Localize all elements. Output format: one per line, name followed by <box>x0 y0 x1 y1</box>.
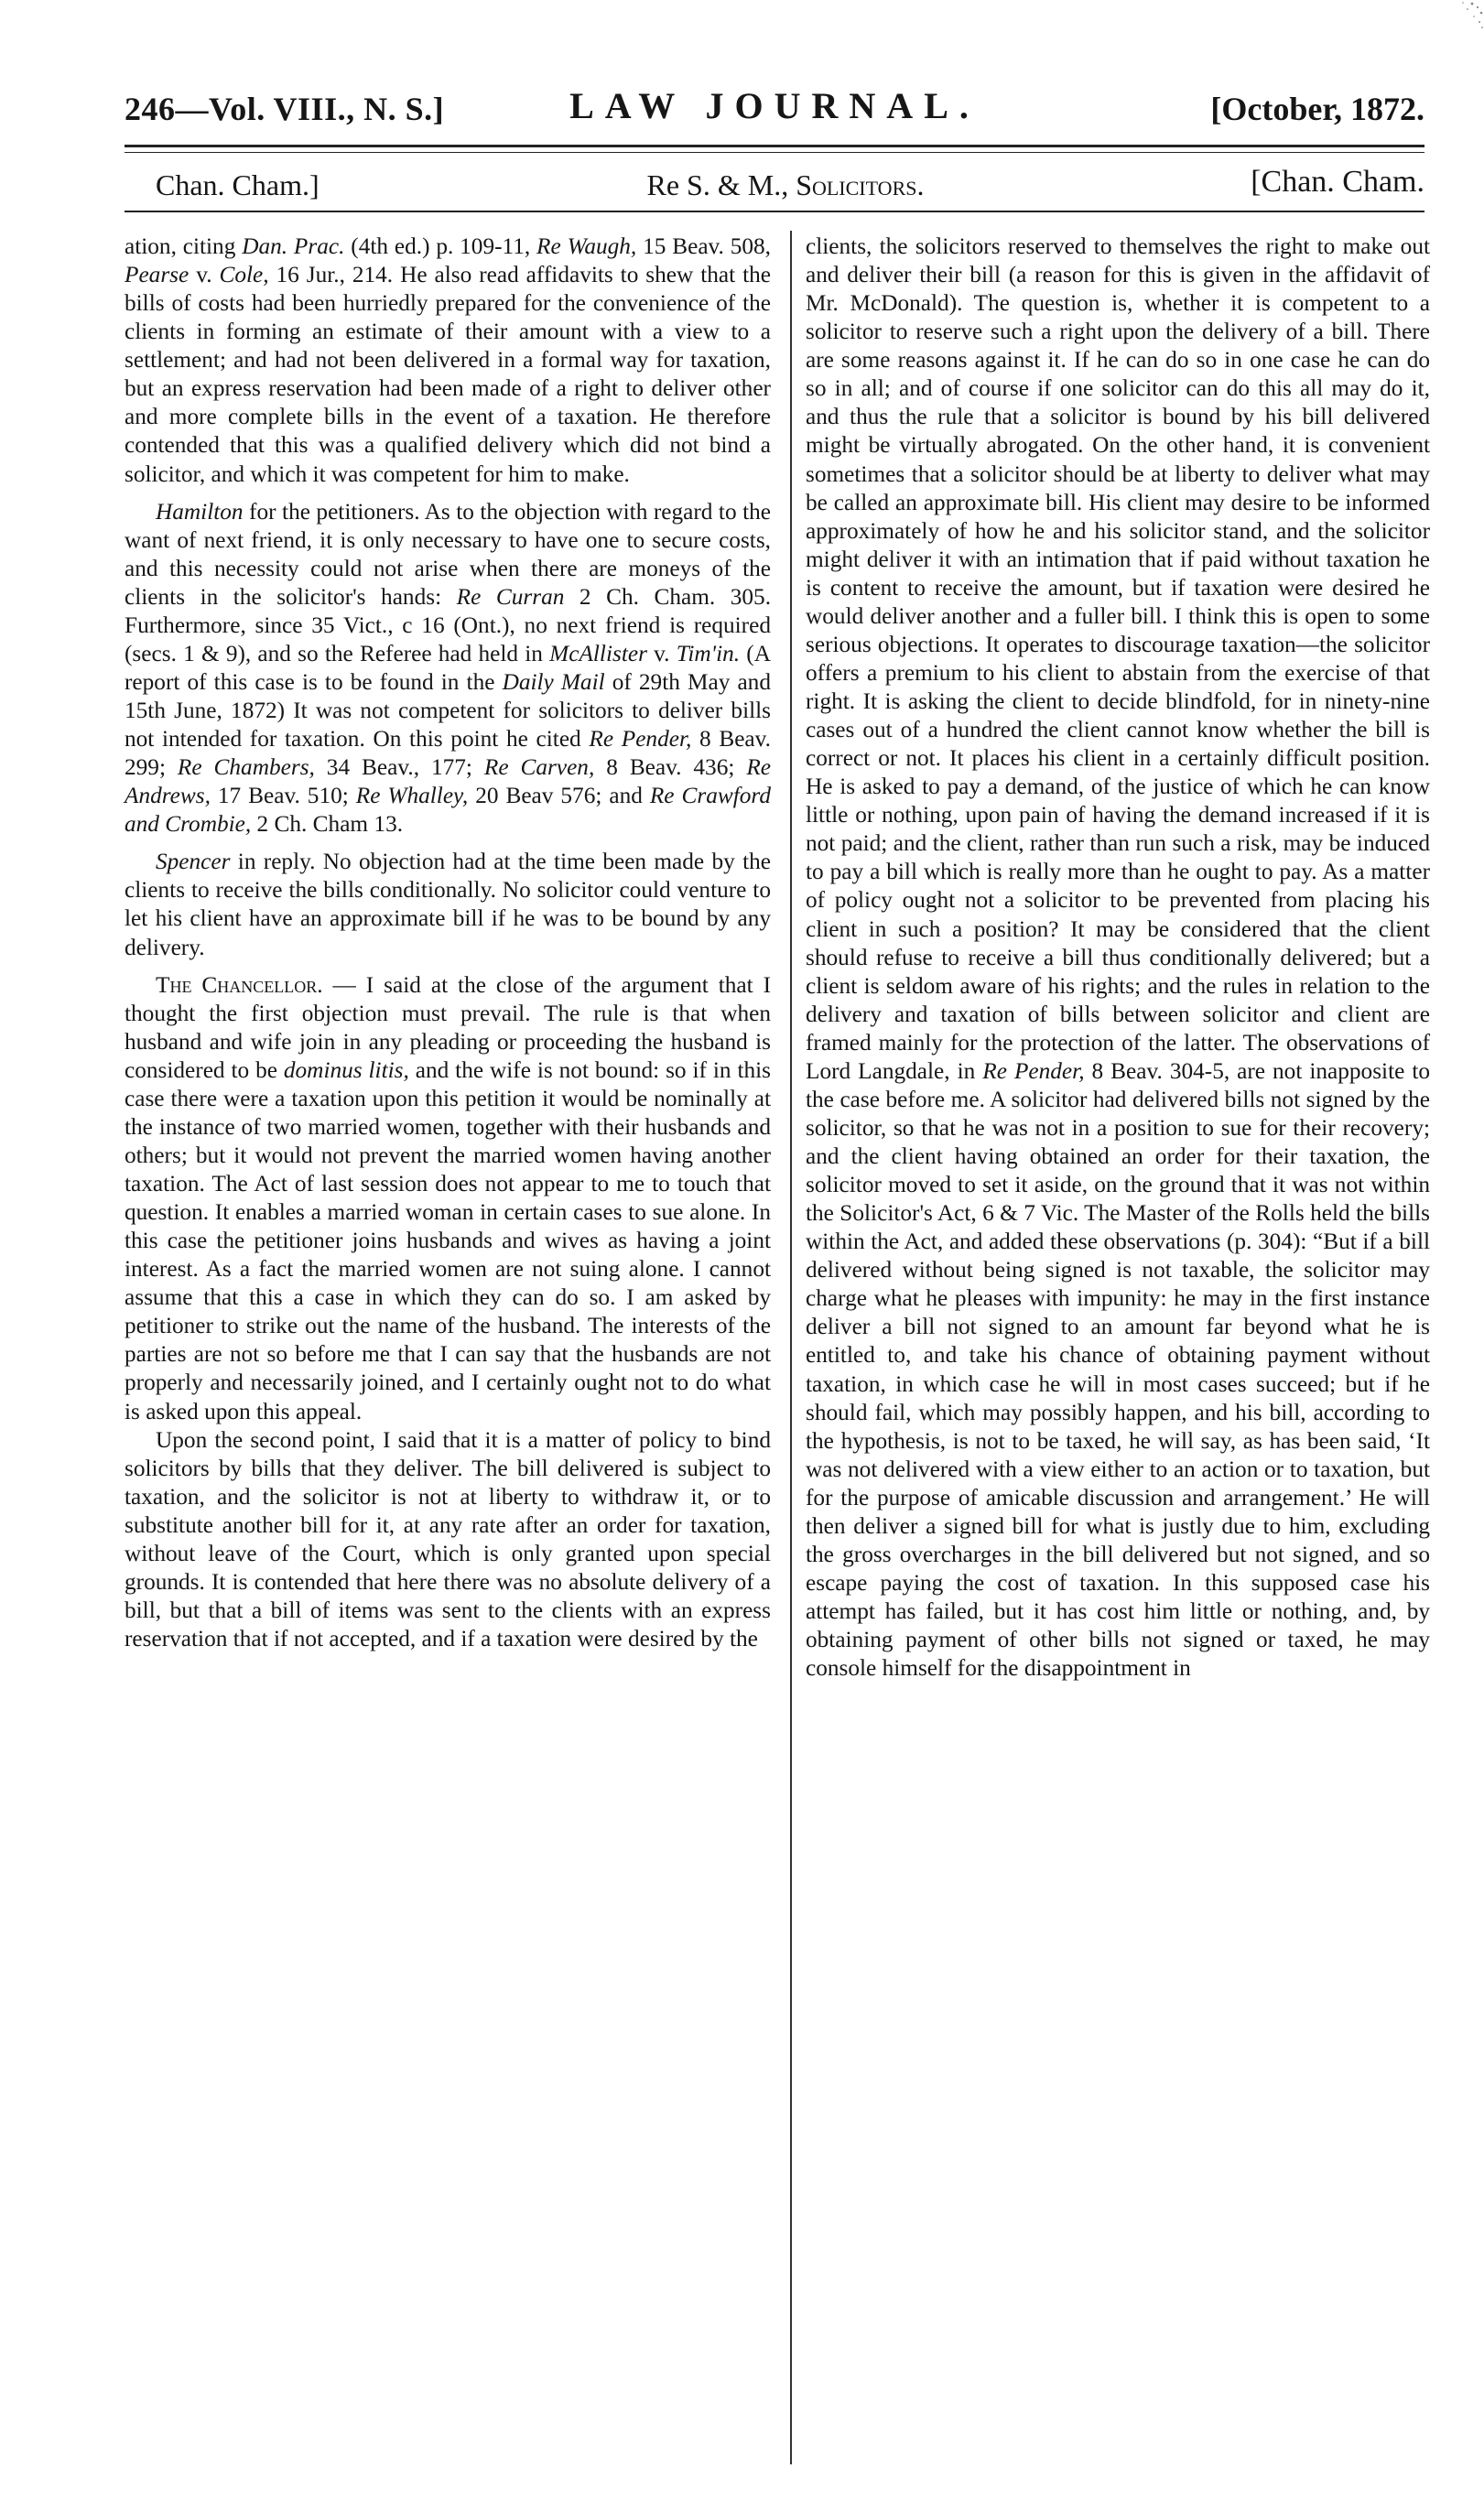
text-run: 8 Beav. 299; <box>125 726 771 781</box>
running-head <box>125 84 1424 135</box>
text-run: (4th ed.) p. 109-11, <box>344 233 537 259</box>
italic-run: Re Carven, <box>483 754 595 781</box>
paragraph <box>806 233 1430 1683</box>
text-run: 8 Beav. 304-5, are not inapposite to the case before me. A solicitor had delivered bills not signed by the solicitor, so that he was not in a position to sue for their recovery; and the client having obtained an order for their taxation, the solicitor moved to set it aside, on the ground that it was not within the Solicitor's Act, 6 & 7 Vic. The Master of the Rolls held the bills within the Act, and added these observations (p. 304): “But if a bill delivered without being signed is not taxable, the solicitor may charge what he pleases with impunity: he may in the first instance deliver a bill not signed to an amount far beyond what he is entitled to, and take his chance of obtaining payment without taxation, in which case he will in most cases succeed; but if he should fail, which may possibly happen, and his bill, according to the hypothesis, is not to be taxed, he will say, as has been said, ‘It was not delivered with a view either to an action or to taxation, but for the purpose of amicable discussion and arrangement.’ He will then deliver a signed bill for what is justly due to him, excluding the gross overcharges in the bill delivered but not signed, and so escape paying the cost of taxation. In this supposed case his attempt has failed, but it has cost him little or nothing, and, by obtaining payment of other bills not signed or taxed, he may console himself for the disappointment in <box>806 1057 1431 1682</box>
italic-run: Pearse <box>125 262 190 288</box>
paragraph <box>125 971 771 1426</box>
text-run: 34 Beav., 177; <box>314 754 484 781</box>
italic-run: Re Whalley, <box>355 783 469 809</box>
paragraph <box>125 1426 771 1654</box>
italic-run: Hamilton <box>156 498 244 525</box>
subheader-rule <box>125 211 1424 212</box>
paragraph <box>125 498 771 839</box>
italic-run: Re Crawford and Crombie, <box>125 783 771 838</box>
italic-run: Tim'in. <box>676 640 741 666</box>
column-divider <box>790 231 792 2464</box>
text-run: v. <box>189 262 220 288</box>
italic-run: Cole, <box>219 262 269 288</box>
issue-date: [October, 1872. <box>1210 91 1424 127</box>
italic-run: dominus litis, <box>283 1056 409 1083</box>
italic-run: Dan. Prac. <box>242 233 345 259</box>
left-column <box>125 233 771 1653</box>
text-run: clients, the solicitors reserved to themselves the right to make out and deliver their bill (a reason for this is given in the affidavit of Mr. McDonald). The question is, whether it is competent to a solicitor to reserve such a right upon the delivery of a bill. There are some reasons against it. If he can do so in one case he can do so in all; and of course if one solicitor can do this all may do it, and thus the rule that a solicitor is bound by his bill delivered might be virtually abrogated. On the other hand, it is convenient sometimes that a solicitor should be at liberty to deliver what may be called an approximate bill. His client may desire to be informed approximately of how he and his solicitor stand, and the solicitor might deliver it with an intimation that if paid without taxation he is content to receive the amount, but if taxation were desired he would deliver another and a fuller bill. I think this is open to some serious objections. It operates to discourage taxation—the solicitor offers a premium to his client to abstain from the exercise of that right. It is asking the client to decide blindfold, for in ninety-nine cases out of a hundred the client cannot know whether the bill is correct or not. It places his client in a certainly difficult position. He is asked to pay a demand, of the justice of which he can know little or nothing, upon pain of having the demand increased if it is not paid; and the client, rather than run such a risk, may be induced to pay a bill which is really more than he ought to pay. As a matter of policy ought not a solicitor to be prevented from placing his client in such a position? It may be considered that the client should refuse to receive a bill thus conditionally delivered; but a client is seldom aware of his rights; and the rules in relation to the delivery and taxation of bills between solicitor and client are framed mainly for the protection of the latter. The observations of Lord Langdale, in <box>806 233 1430 1084</box>
italic-run: Re Waugh, <box>536 233 637 259</box>
case-head <box>146 163 1424 207</box>
text-run: 20 Beav 576; and <box>468 783 650 809</box>
paragraph <box>125 233 771 489</box>
italic-run: Daily Mail <box>502 668 605 695</box>
text-run: v. <box>646 640 677 666</box>
text-run: for the petitioners. As to the objection with regard to the want of next friend, it is only necessary to have one to secure costs, and this necessity could not arise when there are moneys of the clients in the solicitor's hands: <box>125 498 771 610</box>
italic-run: Re Chambers, <box>177 754 315 781</box>
text-run: Upon the second point, I said that it is a matter of policy to bind solicitors by bills that they deliver. The bill delivered is subject to taxation, and the solicitor is not at liberty to withdraw it, or to substitute another bill for it, at any rate after an order for taxation, without leave of the Court, which is only granted upon special grounds. It is contended that here there was no absolute delivery of a bill, but that a bill of items was sent to the clients with an express reservation that if not accepted, and if a taxation were desired by the <box>125 1426 771 1651</box>
smallcaps-run: The Chancellor. <box>156 971 323 998</box>
text-run: 8 Beav. 436; <box>594 754 747 781</box>
text-run: 2 Ch. Cham. 305. Furthermore, since 35 Vict., c 16 (Ont.), no next friend is required (secs. 1 & 9), and so the Referee had held in <box>125 583 772 666</box>
text-run: 16 Jur., 214. He also read affidavits to shew that the bills of costs had been hurriedly prepared for the convenience of the clients in forming an estimate of their amount with a view to a settlement; and had not been delivered in a formal way for taxation, but an express reservation had been made of a right to deliver other and more complete bills in the event of a taxation. He therefore contended that this was a qualified delivery which did not bind a solicitor, and which it was competent for him to make. <box>125 262 772 487</box>
text-run: of 29th May and 15th June, 1872) It was not competent for solicitors to deliver bills not intended for taxation. On this point he cited <box>125 668 771 752</box>
italic-run: Re Pender, <box>982 1057 1085 1084</box>
text-run: — I said at the close of the argument that I thought the first objection must prevail. The rule is that when husband and wife join in any pleading or proceeding the husband is considered to be <box>125 971 771 1083</box>
text-run: and the wife is not bound: so if in this case there were a taxation upon this petition it would be nominally at the instance of two married women, together with their husbands and others; but it would not prevent the married women having another taxation. The Act of last session does not appear to me to touch that question. It enables a married woman in certain cases to sue alone. In this case the petitioner joins husbands and wives as having a joint interest. As a fact the married women are not suing alone. I cannot assume that this a case in which they can do so. I am asked by petitioner to strike out the name of the husband. The interests of the parties are not so before me that I can say that the husbands are not properly and necessarily joined, and I certainly ought not to do what is asked upon this appeal. <box>125 1056 771 1424</box>
italic-run: McAllister <box>549 640 647 666</box>
right-column <box>806 233 1430 1683</box>
journal-title: LAW JOURNAL. <box>569 85 980 126</box>
italic-run: Spencer <box>156 849 231 875</box>
court-label-left: Chan. Cham.] <box>156 168 320 201</box>
text-run: (A report of this case is to be found in the <box>125 640 771 695</box>
header-rule-thick <box>125 145 1424 147</box>
italic-run: Re Andrews, <box>125 754 771 809</box>
italic-run: Re Pender, <box>589 726 692 752</box>
paragraph <box>125 848 771 961</box>
page-volume-label: 246—Vol. VIII., N. S.] <box>125 91 445 127</box>
text-run: 17 Beav. 510; <box>210 783 356 809</box>
text-run: 2 Ch. Cham 13. <box>251 811 404 838</box>
case-title <box>146 168 1424 202</box>
case-title-solicitors: Solicitors. <box>796 168 925 201</box>
court-label-right: [Chan. Cham. <box>1251 165 1424 199</box>
text-run: 15 Beav. 508, <box>636 233 771 259</box>
text-run: in reply. No objection had at the time been made by the clients to receive the bills conditionally. No solicitor could venture to let his client have an approximate bill if he was to be bound by any delivery. <box>125 849 771 960</box>
case-title-re: Re S. & M., <box>646 168 789 201</box>
page-corner-speckle <box>1417 0 1484 37</box>
italic-run: Re Curran <box>456 583 565 610</box>
text-run: ation, citing <box>125 233 243 259</box>
header-rule-thin <box>125 152 1424 153</box>
